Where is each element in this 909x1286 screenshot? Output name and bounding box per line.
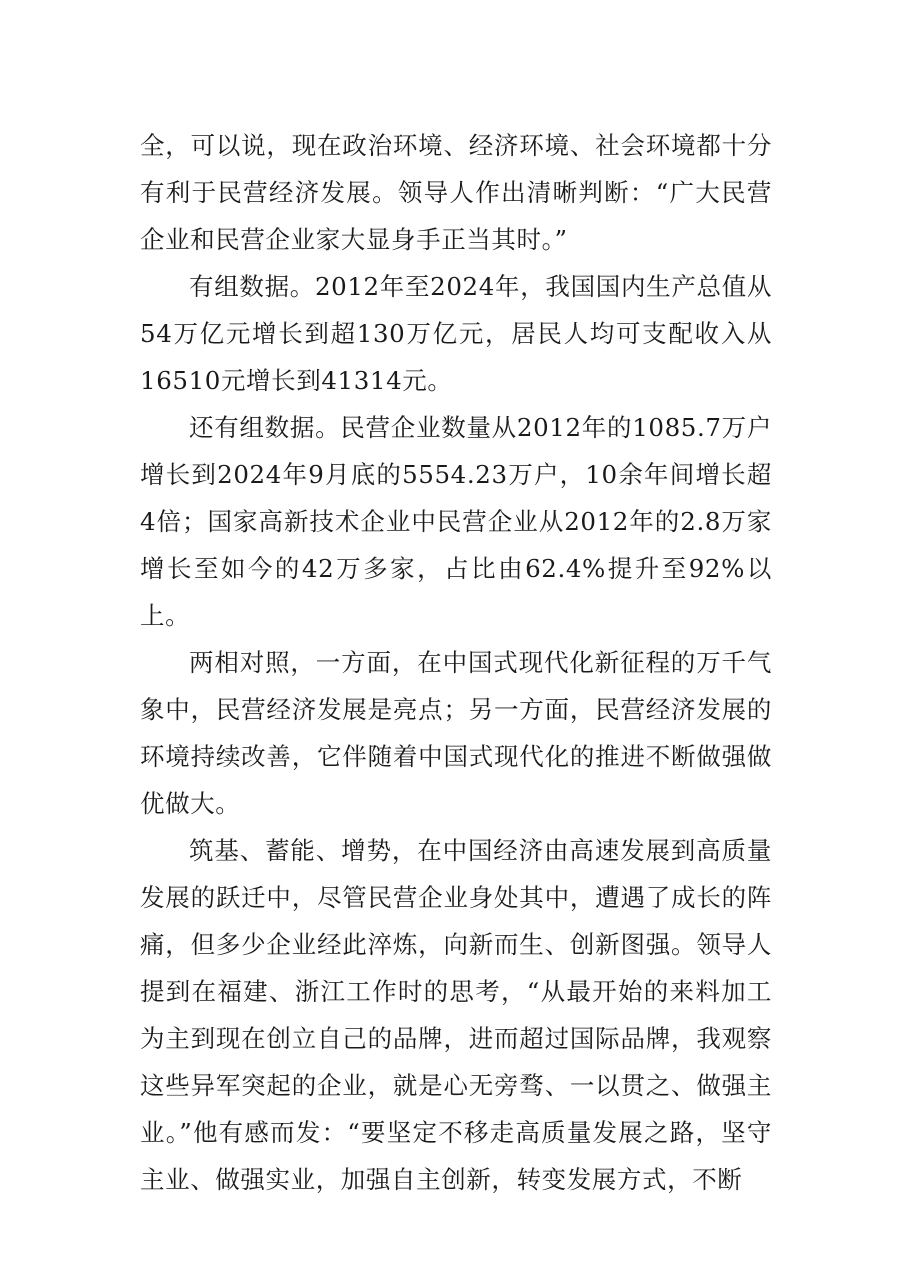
paragraph-private-enterprise-data: 还有组数据。民营企业数量从2012年的1085.7万户增长到2024年9月底的5554.23万户，10余年间增长超4倍；国家高新技术企业中民营企业从2012年的2.8万家增长至如今的42万多家，占比由62.4%提升至92%以上。 [140,413,772,630]
paragraph-gdp-data: 有组数据。2012年至2024年，我国国内生产总值从54万亿元增长到超130万亿元，居民人均可支配收入从16510元增长到41314元。 [140,272,772,395]
paragraph-continued: 全，可以说，现在政治环境、经济环境、社会环境都十分有利于民营经济发展。领导人作出清晰判断：“广大民营企业和民营企业家大显身手正当其时。” [140,131,772,254]
paragraph-comparison: 两相对照，一方面，在中国式现代化新征程的万千气象中，民营经济发展是亮点；另一方面，民营经济发展的环境持续改善，它伴随着中国式现代化的推进不断做强做优做大。 [140,648,772,818]
paragraph-high-quality-development: 筑基、蓄能、增势，在中国经济由高速发展到高质量发展的跃迁中，尽管民营企业身处其中，遭遇了成长的阵痛，但多少企业经此淬炼，向新而生、创新图强。领导人提到在福建、浙江工作时的思考，“从最开始的来料加工为主到现在创立自己的品牌，进而超过国际品牌，我观察这些异军突起的企业，就是心无旁骛、一以贯之、做强主业。”他有感而发：“要坚定不移走高质量发展之路，坚守主业、做强实业，加强自主创新，转变发展方式，不断 [140,836,772,1194]
document-body [140,122,772,1203]
